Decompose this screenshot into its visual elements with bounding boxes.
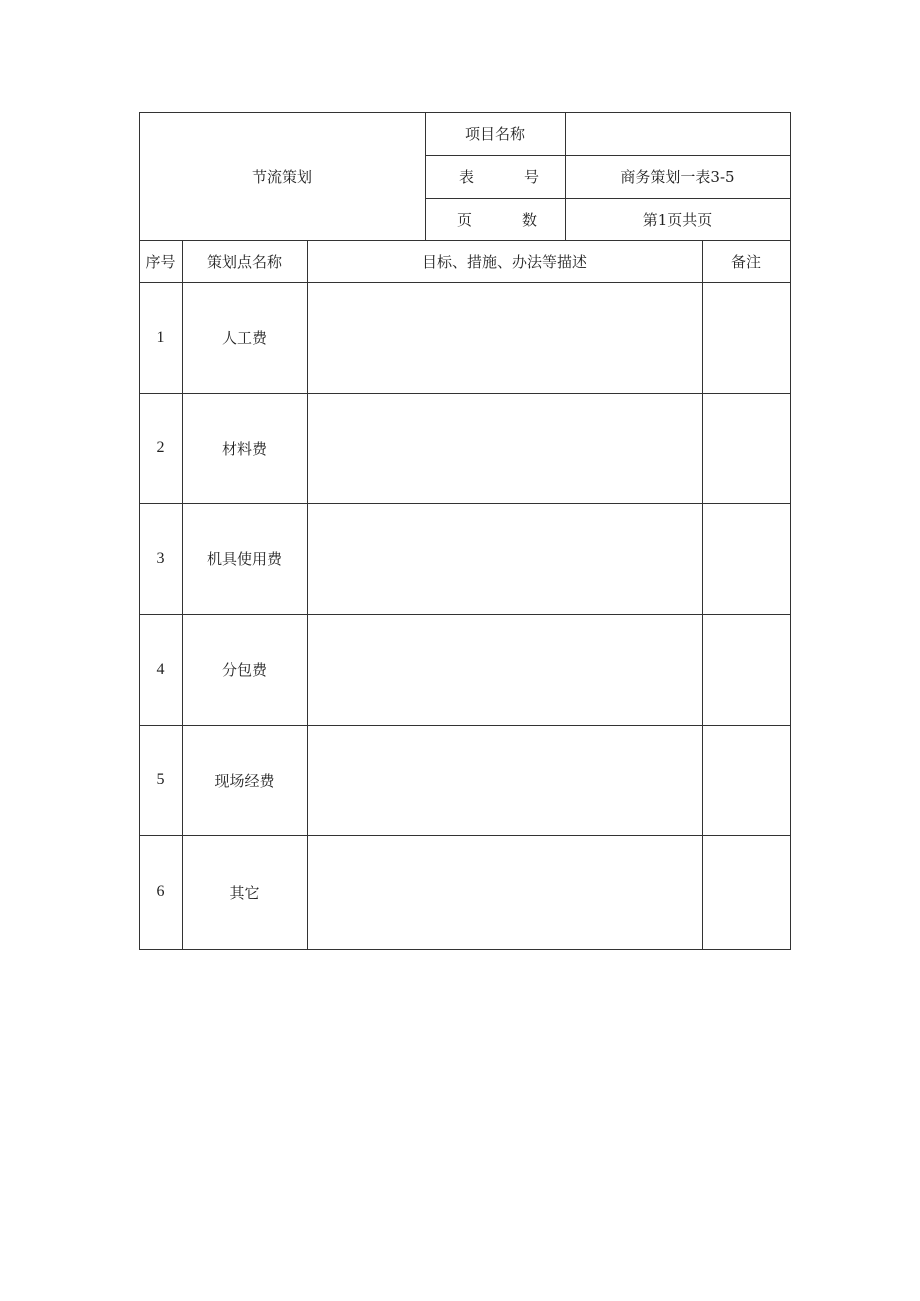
row-name: 机具使用费	[206, 550, 282, 568]
row-remark-field[interactable]	[702, 725, 790, 835]
row-index: 1	[156, 328, 165, 346]
project-name-label: 项目名称	[464, 125, 525, 143]
border-right	[790, 112, 791, 950]
row-index: 6	[156, 883, 165, 900]
column-header-index: 序号	[145, 252, 176, 271]
row-index: 2	[156, 439, 165, 456]
page-value[interactable]: 第1页共页	[642, 210, 713, 229]
row-description-field[interactable]	[307, 282, 702, 393]
row-remark-field[interactable]	[702, 835, 790, 949]
project-name-field[interactable]	[565, 112, 790, 155]
row-description-field[interactable]	[307, 725, 702, 835]
row-description-field[interactable]	[307, 614, 702, 725]
form-title: 节流策划	[251, 168, 312, 186]
row-name: 现场经费	[214, 771, 275, 790]
row-remark-field[interactable]	[702, 282, 790, 393]
row-index: 4	[156, 660, 165, 678]
column-header-remark: 备注	[730, 252, 761, 271]
table-no-label-right: 号	[523, 168, 539, 186]
page-label	[425, 198, 565, 240]
table-no-value[interactable]: 商务策划一表3-5	[620, 168, 735, 186]
page-label-left: 页	[457, 210, 473, 229]
row-index: 5	[156, 771, 165, 788]
row-name: 材料费	[221, 439, 267, 458]
row-remark-field[interactable]	[702, 503, 790, 614]
page-label-right: 数	[521, 210, 537, 229]
column-header-description: 目标、措施、办法等描述	[421, 252, 587, 271]
row-description-field[interactable]	[307, 835, 702, 949]
row-index: 3	[156, 549, 165, 567]
row-name: 其它	[229, 883, 260, 902]
row-remark-field[interactable]	[702, 614, 790, 725]
border-bottom	[139, 949, 791, 950]
row-description-field[interactable]	[307, 503, 702, 614]
row-remark-field[interactable]	[702, 393, 790, 503]
row-description-field[interactable]	[307, 393, 702, 503]
column-header-name: 策划点名称	[206, 252, 282, 271]
table-no-label	[425, 155, 565, 198]
table-no-label-left: 表	[459, 168, 475, 186]
row-name: 分包费	[221, 661, 267, 679]
row-name: 人工费	[221, 329, 267, 347]
